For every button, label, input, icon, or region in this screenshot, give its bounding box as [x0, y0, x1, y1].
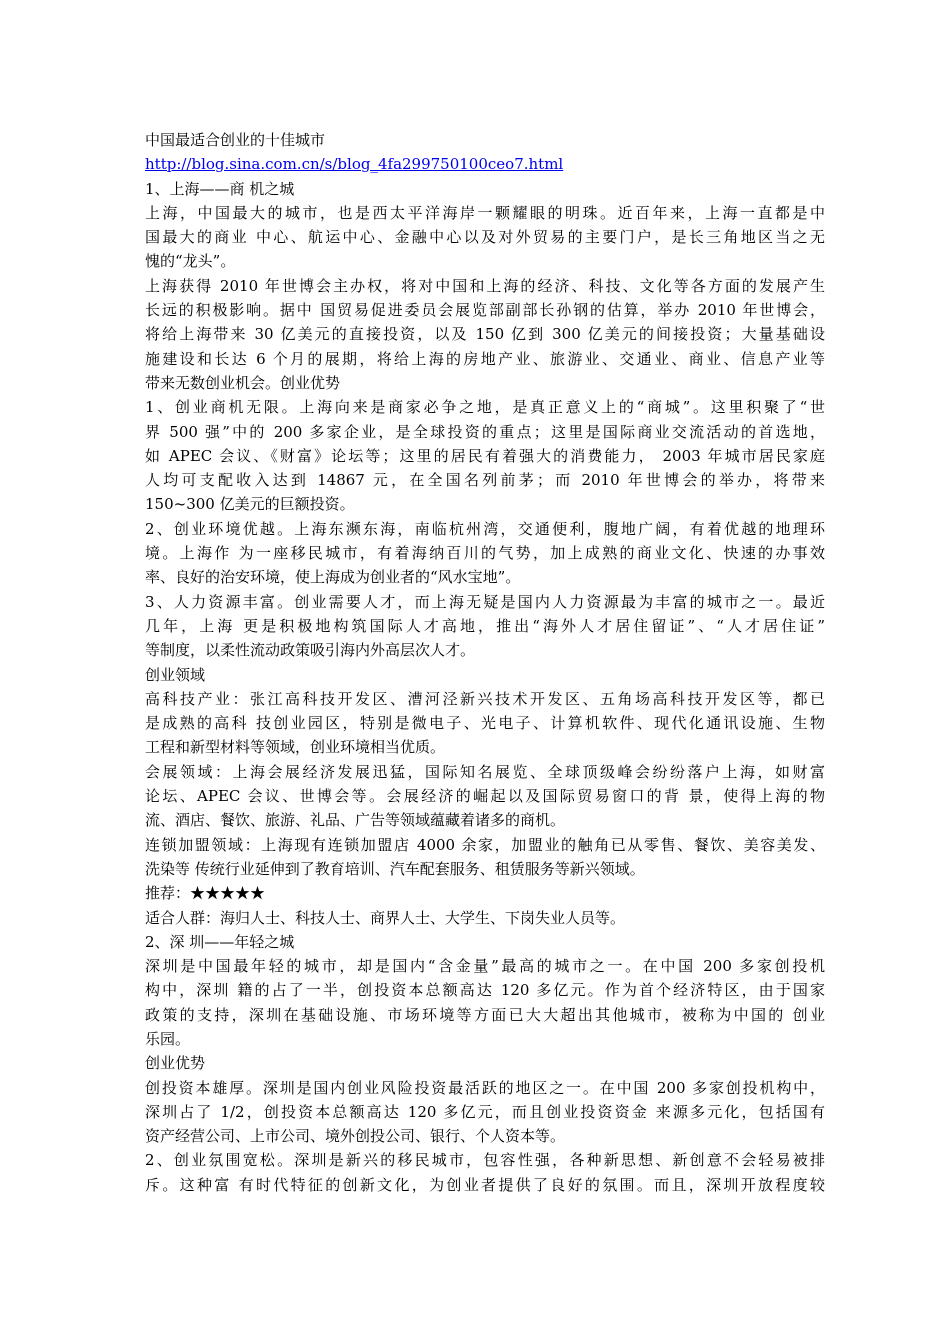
text-line: 如 APEC 会议、《财富》论坛等；这里的居民有着强大的消费能力， 2003 年城市居民家庭 [145, 446, 825, 465]
text-line: 政策的支持，深圳在基础设施、市场环境等方面已大大超出其他城市，被称为中国的 创业 [145, 1005, 825, 1024]
text-line: 创投资本雄厚。深圳是国内创业风险投资最活跃的地区之一。在中国 200 多家创投机构中， [145, 1078, 825, 1097]
text-line: 高科技产业：张江高科技开发区、漕河泾新兴技术开发区、五角场高科技开发区等，都已 [145, 689, 825, 708]
text-line: 论坛、APEC 会议、世博会等。会展经济的崛起以及国际贸易窗口的背 景，使得上海的物 [145, 787, 825, 806]
document-text [145, 177, 825, 1197]
text-line: 乐园。 [145, 1029, 191, 1048]
text-line: 界 500 强”中的 200 多家企业，是全球投资的重点；这里是国际商业交流活动的首选地， [145, 422, 825, 441]
text-line: 将给上海带来 30 亿美元的直接投资，以及 150 亿到 300 亿美元的间接投资；大量基础设 [145, 325, 825, 344]
text-line: 创业优势 [145, 1054, 206, 1073]
text-line: 2、创业氛围宽松。深圳是新兴的移民城市，包容性强，各种新思想、新创意不会轻易被排 [145, 1151, 825, 1170]
text-line: 1、上海——商 机之城 [145, 179, 295, 198]
text-line: 长远的积极影响。据中 国贸易促进委员会展览部副部长孙钢的估算，举办 2010 年世博会， [145, 301, 825, 320]
text-line: 连锁加盟领域：上海现有连锁加盟店 4000 余家，加盟业的触角已从零售、餐饮、美容美发、 [145, 835, 825, 854]
text-line: 境。上海作 为一座移民城市，有着海纳百川的气势，加上成熟的商业文化、快速的办事效 [145, 544, 825, 563]
text-line: 几年，上海 更是积极地构筑国际人才高地，推出“海外人才居住留证”、“人才居住证” [145, 616, 825, 635]
text-line: 推荐：★★★★★ [145, 884, 266, 903]
text-line: 国最大的商业 中心、航运中心、金融中心以及对外贸易的主要门户，是长三角地区当之无 [145, 228, 825, 247]
text-line: 资产经营公司、上市公司、境外创投公司、银行、个人资本等。 [145, 1127, 566, 1146]
text-line: 2、深 圳——年轻之城 [145, 932, 295, 951]
text-line: 上海，中国最大的城市，也是西太平洋海岸一颗耀眼的明珠。近百年来，上海一直都是中 [145, 203, 825, 222]
text-line: 3、人力资源丰富。创业需要人才，而上海无疑是国内人力资源最为丰富的城市之一。最近 [145, 592, 825, 611]
text-line: 深圳占了 1/2，创投资本总额高达 120 多亿元，而且创业投资资金 来源多元化，包括国有 [145, 1102, 825, 1121]
text-line: 适合人群：海归人士、科技人士、商界人士、大学生、下岗失业人员等。 [145, 908, 626, 927]
text-line: 工程和新型材料等领域，创业环境相当优质。 [145, 738, 446, 757]
text-line: 人均可支配收入达到 14867 元，在全国名列前茅；而 2010 年世博会的举办，将带来 [145, 471, 825, 490]
text-line: 1、创业商机无限。上海向来是商家必争之地，是真正意义上的“商城”。这里积聚了“世 [145, 398, 825, 417]
text-line: 愧的“龙头”。 [145, 252, 236, 271]
text-line: 构中，深圳 籍的占了一半，创投资本总额高达 120 多亿元。作为首个经济特区，由于国家 [145, 981, 825, 1000]
text-line: 洗染等 传统行业延伸到了教育培训、汽车配套服务、租赁服务等新兴领域。 [145, 859, 645, 878]
text-line: 150~300 亿美元的巨额投资。 [145, 495, 355, 514]
text-line: 会展领域：上海会展经济发展迅猛，国际知名展览、全球顶级峰会纷纷落户上海，如财富 [145, 762, 825, 781]
text-line: 流、酒店、餐饮、旅游、礼品、广告等领域蕴藏着诸多的商机。 [145, 811, 566, 830]
text-line: 斥。这种富 有时代特征的创新文化，为创业者提供了良好的氛围。而且，深圳开放程度较 [145, 1175, 825, 1194]
document-body [145, 128, 825, 1197]
text-line: 是成熟的高科 技创业园区，特别是微电子、光电子、计算机软件、现代化通讯设施、生物 [145, 714, 825, 733]
text-line: 深圳是中国最年轻的城市，却是国内“含金量”最高的城市之一。在中国 200 多家创投机 [145, 957, 825, 976]
source-link[interactable]: http://blog.sina.com.cn/s/blog_4fa299750100ceo7.html [145, 155, 564, 174]
text-line: 创业领域 [145, 665, 206, 684]
text-line: 率、良好的治安环境，使上海成为创业者的“风水宝地”。 [145, 568, 521, 587]
text-line: 2、创业环境优越。上海东濒东海，南临杭州湾，交通便利，腹地广阔，有着优越的地理环 [145, 519, 825, 538]
text-line: 等制度，以柔性流动政策吸引海内外高层次人才。 [145, 641, 476, 660]
text-line: 带来无数创业机会。创业优势 [145, 373, 341, 392]
text-line: 施建设和长达 6 个月的展期，将给上海的房地产业、旅游业、交通业、商业、信息产业等 [145, 349, 825, 368]
text-line: 上海获得 2010 年世博会主办权，将对中国和上海的经济、科技、文化等各方面的发展产生 [145, 276, 825, 295]
document-title: 中国最适合创业的十佳城市 [145, 131, 326, 149]
